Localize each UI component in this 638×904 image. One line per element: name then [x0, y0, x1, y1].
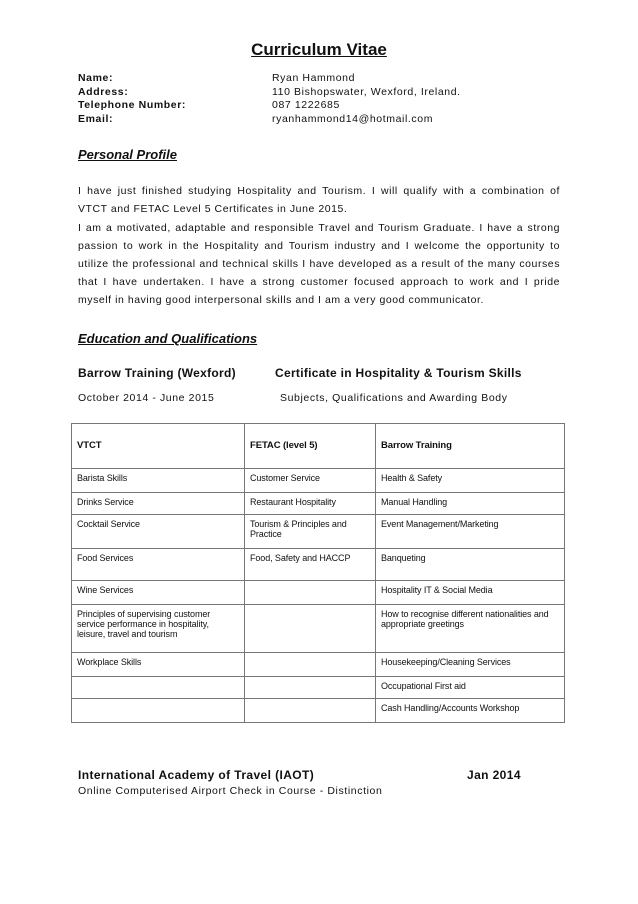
education-dates: October 2014 - June 2015 — [78, 392, 215, 404]
iaot-course: Online Computerised Airport Check in Course - Distinction — [78, 785, 383, 797]
table-cell: Housekeeping/Cleaning Services — [376, 653, 565, 677]
table-row — [72, 677, 565, 699]
profile-paragraph-2: I am a motivated, adaptable and responsible Travel and Tourism Graduate. I have a strong passion to work in the Hospitality and Tourism industry and I welcome the opportunity to utilize the professional and technical skills I have developed as a result of the many courses that I have undertaken. I have a strong customer focused approach to work and I pride myself in having good interpersonal skills and I am a very good communicator. — [78, 222, 560, 306]
qualifications-table — [71, 423, 565, 723]
contact-row-telephone — [78, 99, 461, 113]
table-row — [72, 699, 565, 723]
contact-value: ryanhammond14@hotmail.com — [272, 112, 434, 125]
personal-profile-heading: Personal Profile — [78, 147, 177, 162]
table-cell: Manual Handling — [376, 493, 565, 515]
contact-label: Telephone Number: — [78, 99, 187, 111]
table-cell: Tourism & Principles and Practice — [245, 515, 376, 549]
subjects-caption: Subjects, Qualifications and Awarding Body — [280, 392, 508, 404]
table-cell: Workplace Skills — [72, 653, 245, 677]
cv-title: Curriculum Vitae — [251, 40, 387, 59]
table-cell: How to recognise different nationalities and appropriate greetings — [376, 605, 565, 653]
table-cell: Food, Safety and HACCP — [245, 549, 376, 581]
table-row — [72, 515, 565, 549]
table-cell: Food Services — [72, 549, 245, 581]
contact-row-address — [78, 86, 461, 100]
contact-label: Name: — [78, 72, 114, 84]
table-cell: Health & Safety — [376, 469, 565, 493]
table-cell: Banqueting — [376, 549, 565, 581]
contact-value: 110 Bishopswater, Wexford, Ireland. — [272, 85, 461, 98]
table-header-cell: VTCT — [72, 424, 245, 469]
table-cell: Occupational First aid — [376, 677, 565, 699]
table-row — [72, 493, 565, 515]
contact-value: 087 1222685 — [272, 99, 340, 111]
table-cell: Cocktail Service — [72, 515, 245, 549]
table-cell: Cash Handling/Accounts Workshop — [376, 699, 565, 723]
education-heading: Education and Qualifications — [78, 331, 258, 346]
table-cell — [72, 677, 245, 699]
table-row — [72, 653, 565, 677]
table-cell — [245, 699, 376, 723]
iaot-institution: International Academy of Travel (IAOT) — [78, 768, 315, 782]
table-row — [72, 549, 565, 581]
table-cell: Barista Skills — [72, 469, 245, 493]
iaot-entry — [78, 768, 528, 782]
profile-paragraph-1: I have just finished studying Hospitality and Tourism. I will qualify with a combination of VTCT and FETAC Level 5 Certificates in June 2015. — [78, 185, 560, 215]
table-cell: Drinks Service — [72, 493, 245, 515]
iaot-date: Jan 2014 — [467, 768, 521, 782]
table-cell — [245, 605, 376, 653]
contact-label: Email: — [78, 112, 114, 125]
table-cell: Hospitality IT & Social Media — [376, 581, 565, 605]
table-header-row — [72, 424, 565, 469]
contact-label: Address: — [78, 85, 129, 98]
table-cell — [72, 699, 245, 723]
table-cell — [245, 581, 376, 605]
contact-details — [78, 72, 461, 126]
table-cell: Event Management/Marketing — [376, 515, 565, 549]
contact-value: Ryan Hammond — [272, 72, 356, 84]
table-header-cell: FETAC (level 5) — [245, 424, 376, 469]
table-cell — [245, 677, 376, 699]
table-cell: Restaurant Hospitality — [245, 493, 376, 515]
table-row — [72, 605, 565, 653]
contact-row-name — [78, 72, 461, 86]
education-institution: Barrow Training (Wexford) — [78, 366, 236, 380]
table-cell: Principles of supervising customer service performance in hospitality, leisure, travel and tourism — [72, 605, 245, 653]
table-cell — [245, 653, 376, 677]
table-header-cell: Barrow Training — [376, 424, 565, 469]
table-row — [72, 581, 565, 605]
table-cell: Customer Service — [245, 469, 376, 493]
table-cell: Wine Services — [72, 581, 245, 605]
education-certificate: Certificate in Hospitality & Tourism Skills — [275, 366, 522, 380]
table-row — [72, 469, 565, 493]
contact-row-email — [78, 113, 461, 127]
